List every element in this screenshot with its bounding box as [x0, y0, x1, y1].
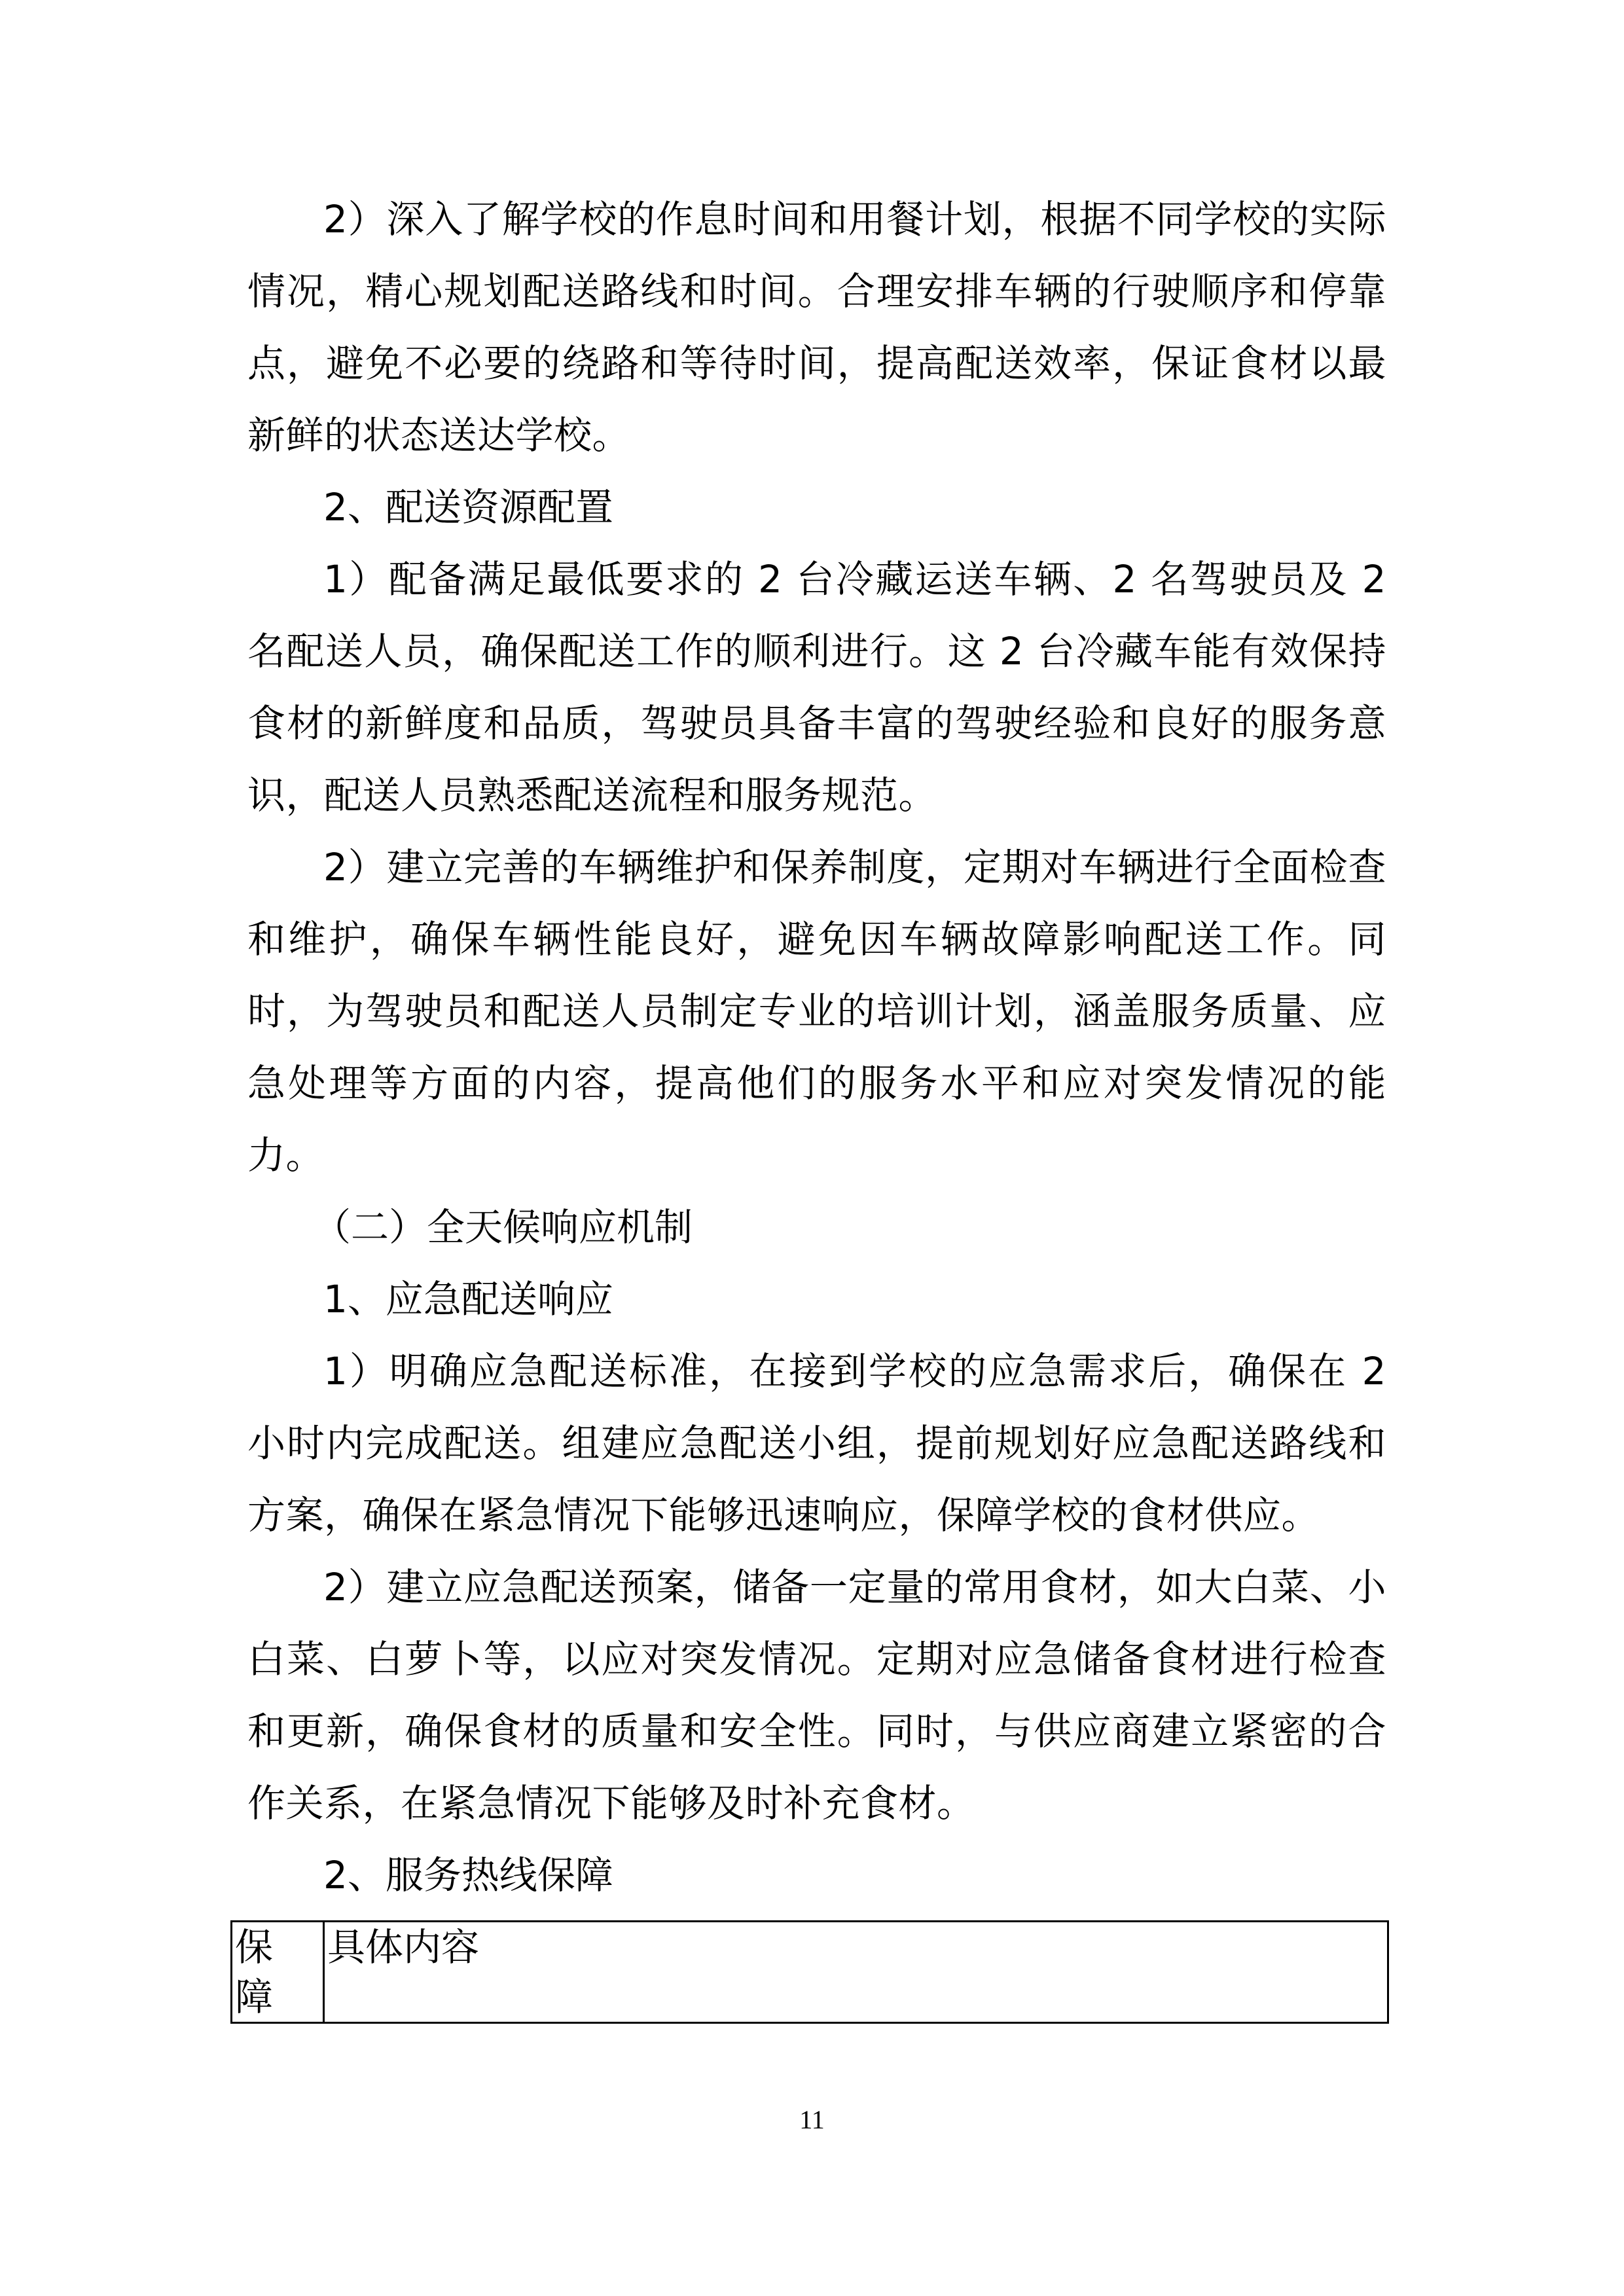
- paragraph-emergency-plan: 2）建立应急配送预案，储备一定量的常用食材，如大白菜、小白菜、白萝卜等，以应对突发情况。定期对应急储备食材进行检查和更新，确保食材的质量和安全性。同时，与供应商建立紧密的合作关系，在紧急情况下能够及时补充食材。: [247, 1565, 1386, 1825]
- page-number: 11: [799, 2105, 825, 2134]
- heading-all-weather-response: （二）全天候响应机制: [313, 1205, 693, 1249]
- paragraph-vehicle-staff: 1）配备满足最低要求的 2 台冷藏运送车辆、2 名驾驶员及 2 名配送人员，确保配送工作的顺利进行。这 2 台冷藏车能有效保持食材的新鲜度和品质，驾驶员具备丰富的驾驶经验和良好的服务意识，配送人员熟悉配送流程和服务规范。: [247, 557, 1386, 817]
- paragraph-route-planning: 2）深入了解学校的作息时间和用餐计划，根据不同学校的实际情况，精心规划配送路线和时间。合理安排车辆的行驶顺序和停靠点，避免不必要的绕路和等待时间，提高配送效率，保证食材以最新鲜的状态送达学校。: [247, 197, 1386, 457]
- table-header-guarantee: 保障: [232, 1922, 324, 2023]
- table-header-content: 具体内容: [324, 1922, 1388, 2023]
- service-hotline-table: [230, 1920, 1389, 2024]
- heading-resource-allocation: 2、配送资源配置: [323, 485, 613, 529]
- heading-service-hotline: 2、服务热线保障: [323, 1853, 613, 1897]
- table-header-row: [232, 1922, 1388, 2023]
- paragraph-emergency-standard: 1）明确应急配送标准，在接到学校的应急需求后，确保在 2 小时内完成配送。组建应急配送小组，提前规划好应急配送路线和方案，确保在紧急情况下能够迅速响应，保障学校的食材供应。: [247, 1349, 1386, 1537]
- paragraph-maintenance-training: 2）建立完善的车辆维护和保养制度，定期对车辆进行全面检查和维护，确保车辆性能良好，避免因车辆故障影响配送工作。同时，为驾驶员和配送人员制定专业的培训计划，涵盖服务质量、应急处理等方面的内容，提高他们的服务水平和应对突发情况的能力。: [247, 845, 1386, 1177]
- document-content: [235, 183, 1386, 2024]
- heading-emergency-delivery: 1、应急配送响应: [323, 1277, 613, 1321]
